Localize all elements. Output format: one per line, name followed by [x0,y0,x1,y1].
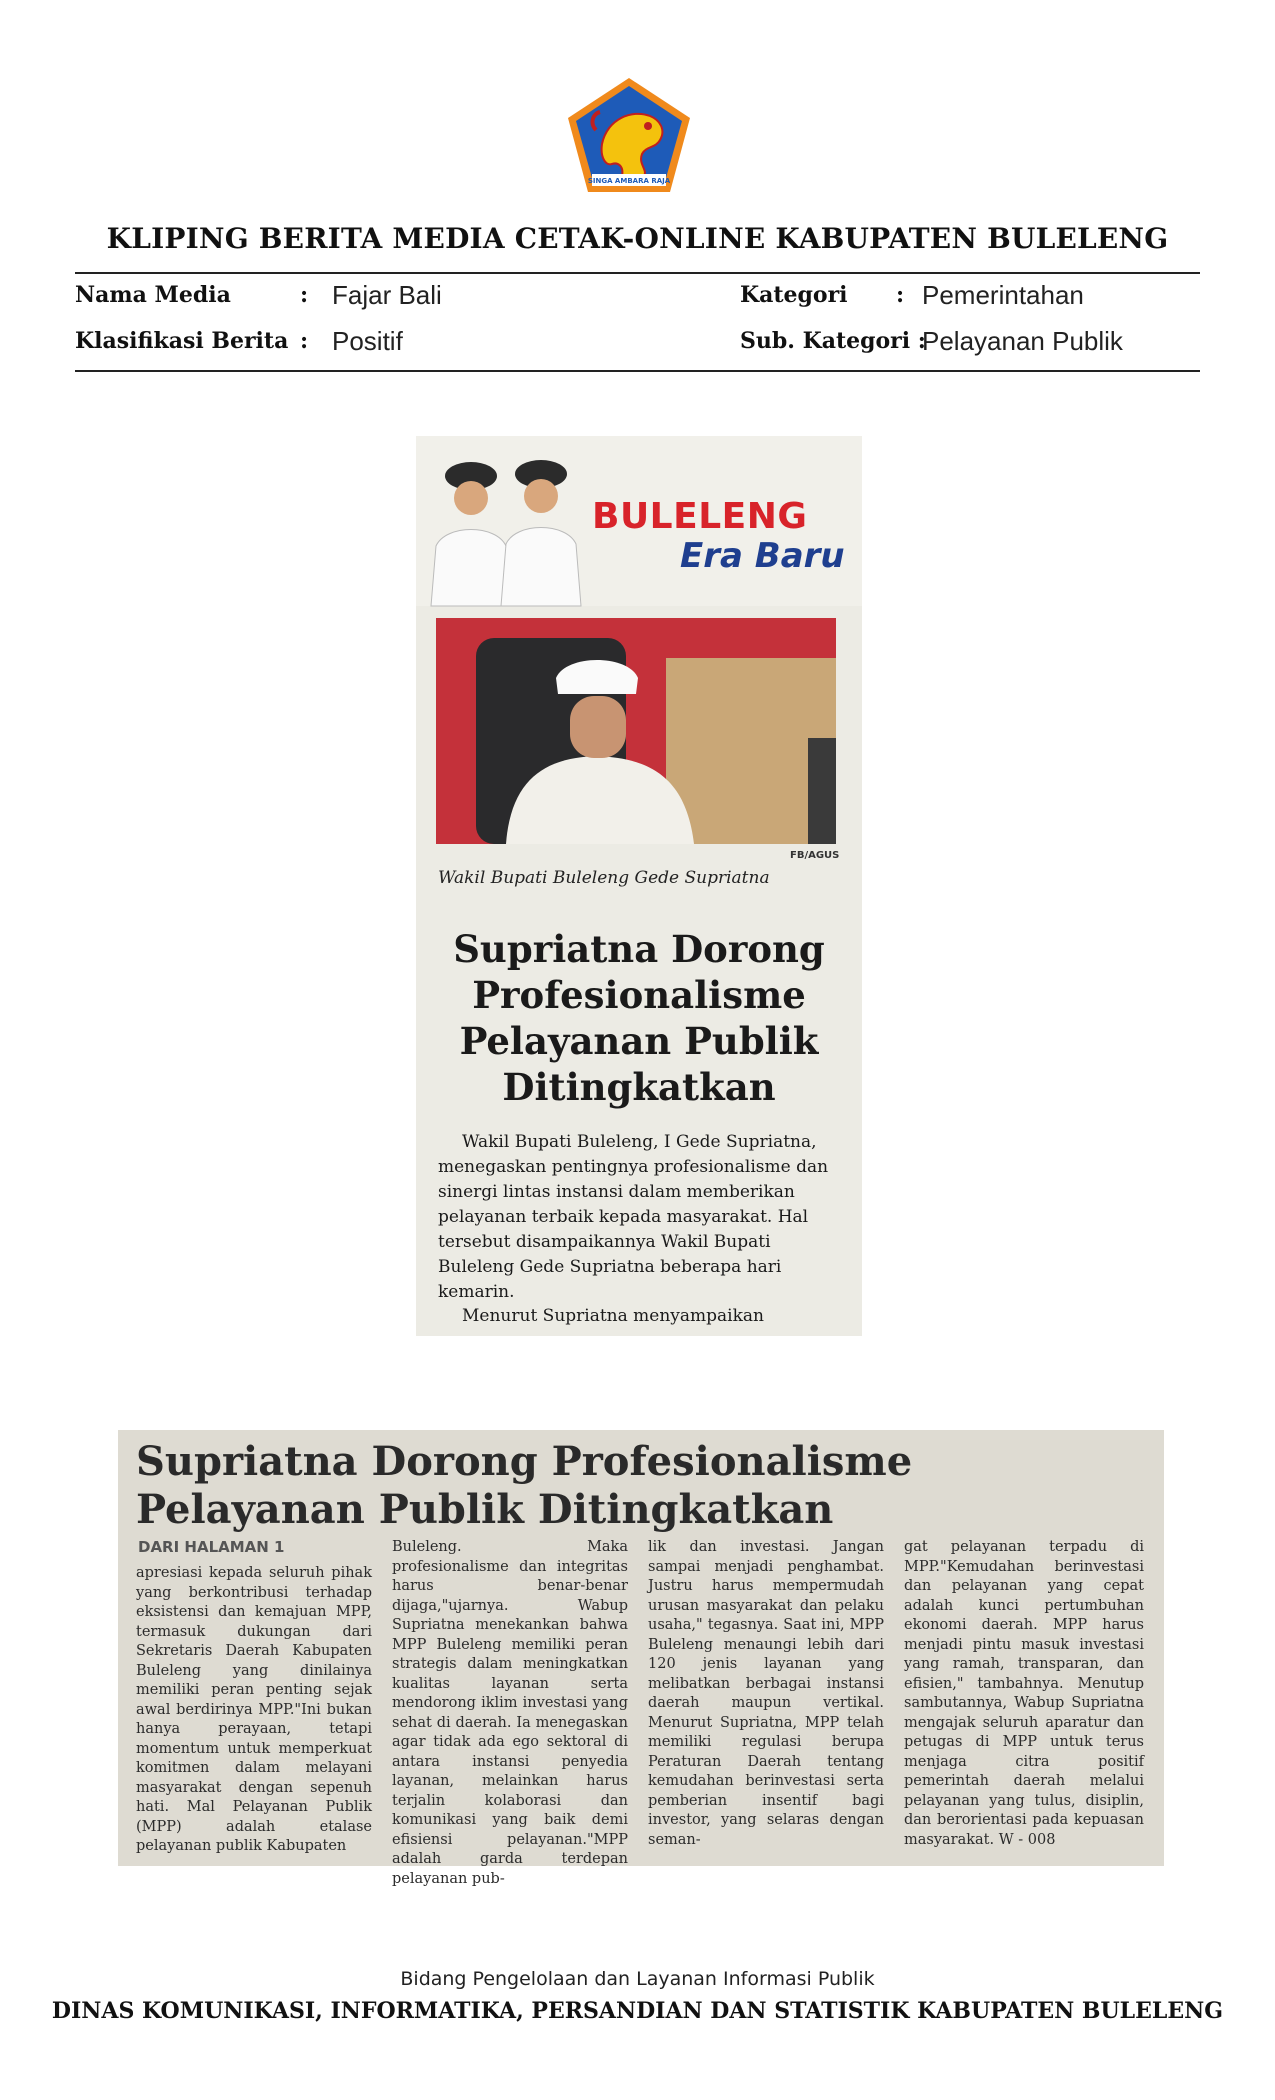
headline-line: Ditingkatkan [502,1065,776,1109]
media-label: Nama Media [75,282,231,308]
news-photo [436,618,836,844]
media-value: Fajar Bali [332,280,442,310]
subkategori-value: Pelayanan Publik [922,326,1123,356]
subkategori-label: Sub. Kategori : [740,328,926,354]
headline-line: Supriatna Dorong Profesionalisme [136,1438,913,1485]
kategori-label: Kategori [740,282,848,308]
banner-subtitle: Era Baru [680,536,845,576]
footer-agency: DINAS KOMUNIKASI, INFORMATIKA, PERSANDIAN DAN STATISTIK KABUPATEN BULELENG [51,1998,1224,2024]
header-divider [75,272,1200,274]
front-headline [416,926,862,1110]
article-column-1: apresiasi kepada seluruh pihak yang berkontribusi terhadap eksistensi dan kemajuan MPP, termasuk dukungan dari Sekretaris Daerah Kabupaten Buleleng yang dinilainya memiliki peran penting sejak awal berdirinya MPP."Ini bukan hanya perayaan, tetapi momentum untuk memperkuat komitmen dalam melayani masyarakat dengan sepenuh hati. Mal Pelayanan Publik (MPP) adalah etalase pelayanan publik Kabupaten [136,1565,372,1854]
article-column-2: Buleleng. Maka profesionalisme dan integritas harus benar-benar dijaga,"ujarnya. Wabup Supriatna menekankan bahwa MPP Buleleng memiliki peran strategis dalam meningkatkan kualitas layanan serta mendorong iklim investasi yang sehat di daerah. Ia menegaskan agar tidak ada ego sektoral di antara instansi penyedia layanan, melainkan harus terjalin kolaborasi dan komunikasi yang baik demi efisiensi pelayanan."MPP adalah garda terdepan pelayanan pub- [392,1539,628,1887]
klasifikasi-label: Klasifikasi Berita [75,328,289,354]
document-title: KLIPING BERITA MEDIA CETAK-ONLINE KABUPATEN BULELENG [106,222,1169,255]
photo-caption: Wakil Bupati Buleleng Gede Supriatna [438,868,770,888]
headline-line: Pelayanan Publik [459,1019,819,1063]
banner-title: BULELENG [592,496,808,537]
headline-line: Pelayanan Publik Ditingkatkan [136,1486,834,1533]
lead-paragraph: Wakil Bupati Buleleng, I Gede Supriatna, menegaskan pentingnya profesionalisme dan sinergi lintas instansi dalam memberikan pelayanan terbaik kepada masyarakat. Hal tersebut disampaikannya Wakil Bupati Buleleng Gede Supriatna beberapa hari kemarin. [438,1132,829,1302]
lead-continuation: Menurut Supriatna menyampaikan [462,1306,764,1326]
officials-illustration [416,436,586,606]
kategori-colon: : [896,282,905,308]
newspaper-clipping-continuation [118,1430,1164,1887]
article-column-4: gat pelayanan terpadu di MPP."Kemudahan berinvestasi dan pelayanan yang cepat adalah kunci pertumbuhan ekonomi daerah. MPP harus menjadi pintu masuk investasi yang ramah, transparan, dan efisien," tambahnya. Menutup sambutannya, Wabup Supriatna mengajak seluruh aparatur dan petugas di MPP untuk terus menjaga citra positif pemerintah daerah melalui pelayanan yang tulus, disiplin, dan berorientasi pada kepuasan masyarakat. W - 008 [904,1539,1144,1848]
media-colon: : [300,282,309,308]
article-column-3: lik dan investasi. Jangan sampai menjadi penghambat. Justru harus mempermudah urusan masyarakat dan pelaku usaha," tegasnya. Saat ini, MPP Buleleng menaungi lebih dari 120 jenis layanan yang melibatkan berbagai instansi daerah maupun vertikal. Menurut Supriatna, MPP telah memiliki regulasi berupa Peraturan Daerah tentang kemudahan berinvestasi serta pemberian insentif bagi investor, yang selaras dengan seman- [648,1539,884,1848]
continuation-headline [136,1438,912,1534]
headline-line: Profesionalisme [472,973,806,1017]
continued-from-label: DARI HALAMAN 1 [138,1538,285,1556]
regency-logo [562,74,696,198]
newspaper-clipping-front [416,436,862,1336]
era-baru-banner [416,436,862,606]
klasifikasi-value: Positif [332,326,403,356]
footer-division: Bidang Pengelolaan dan Layanan Informasi Publik [400,1968,875,1990]
kategori-value: Pemerintahan [922,280,1084,310]
photo-credit: FB/AGUS [790,850,840,861]
headline-line: Supriatna Dorong [453,927,825,971]
meta-divider [75,370,1200,372]
logo-motto: SINGA AMBARA RAJA [587,177,671,185]
klasifikasi-colon: : [300,328,309,354]
